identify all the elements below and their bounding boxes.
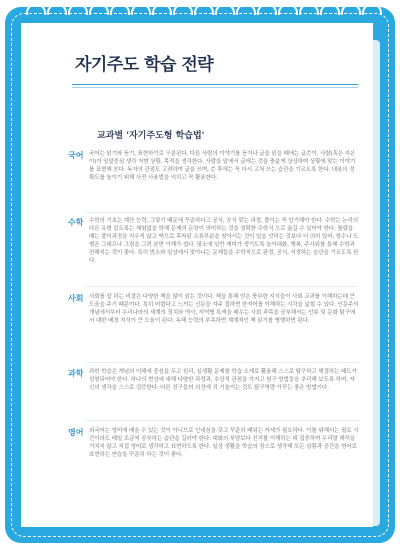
binder-ring-icon bbox=[89, 3, 109, 15]
binder-ring-icon bbox=[68, 3, 88, 15]
section-divider bbox=[86, 362, 358, 363]
section-divider bbox=[86, 420, 358, 421]
subject-label: 사회 bbox=[68, 294, 84, 303]
subject-text: 과학 학습은 개념의 이해에 중심을 두고 원리, 실생활 문제를 학습 소재로 활용해 스스로 탐구하고 해결하는 태도가 성원되어야 한다. 하나의 현상에 대해 다양한 과정과, 추상적 관점을 가지고 원구 방법들을 추리해 보도록 하며, 자신의 생각을 스스로 검증한다. 다른 친구들의 의견에 귀 기울이는 것도 탐구역량 가꾸는 좋은 방법이다. bbox=[89, 369, 357, 392]
binder-ring-icon bbox=[299, 3, 319, 15]
section-divider bbox=[86, 286, 358, 287]
page-shadow bbox=[372, 40, 380, 526]
binder-ring-icon bbox=[341, 3, 361, 15]
section-heading: 교과별 '자기주도형 학습법' bbox=[97, 131, 205, 141]
subject-label: 수학 bbox=[68, 218, 84, 227]
binder-ring-icon bbox=[26, 3, 46, 15]
subject-text: 수학의 기초는 계산 능력, 그렇기 때문에 꾸준하다고 공식, 공식 맞는 과정, 풀이는 꼭 암기해야 한다. 수학는 논리의 다른 유형 있도록는 체험없을 학해 문제의 문장이 의미하는 것을 정확한 수학식 으로 옮길 수 있어야 한다. 틀렸을 때는 풀이과정을 지우지 않고 맥으로 후착된 오류부분을 찾아서는 것이 있을 앗하는 것보다 더 의미 있어, 항수나 도형은 그래프나 그림을 그려 본면 이해가 쉽다. 평소에 일반 재미가 생기도록 놀이대화, 행복, 주사위를 통해 수학과 친해지는 것이 좋다. 특히 범소와 일상에서 맞아니는 문제들을 수학적으로 판정, 공식, 서경하는 습관을 기르도록 한다. bbox=[89, 218, 359, 265]
section-divider bbox=[86, 212, 358, 213]
title-underline-secondary bbox=[72, 87, 358, 88]
binder-ring-icon bbox=[173, 3, 193, 15]
binder-ring-icon bbox=[215, 3, 235, 15]
binder-ring-icon bbox=[152, 3, 172, 15]
binder-ring-icon bbox=[320, 3, 340, 15]
subject-section-social bbox=[68, 293, 359, 325]
subject-text: 국어는 읽기와 듣기, 표현하기로 구분된다. 다른 사람의 이야기를 듣거나 글을 읽을 때에는 글쓴이, 사람(혹은 지은이)이 임말중심 생각 저변 상황, 목적을 생각한다. 사람들 말에서 글에는 것을 충분게 상상하며 상황에 맞는 이야기를 표현해 본다. 독자의 관점도 고려하며 글을 쓰며, 쓴 후에는 꼭 다시 고쳐 쓰는 습관을 기르도록 한다. 내용의 정확도를 높이기 위해 사전 사용법을 익히고 꼭 활용한다. bbox=[89, 151, 356, 182]
binder-ring-icon bbox=[194, 3, 214, 15]
subject-label: 영어 bbox=[68, 428, 84, 437]
binder-ring-icon bbox=[362, 3, 382, 15]
subject-section-science bbox=[68, 368, 358, 392]
binder-ring-icon bbox=[110, 3, 130, 15]
binder-ring-icon bbox=[131, 3, 151, 15]
binder-ring-icon bbox=[257, 3, 277, 15]
title-underline bbox=[72, 84, 358, 85]
binder-ring-icon bbox=[236, 3, 256, 15]
subject-section-korean bbox=[68, 150, 358, 182]
binder-ring-icon bbox=[47, 3, 67, 15]
subject-section-english bbox=[68, 427, 359, 459]
subject-label: 과학 bbox=[68, 369, 84, 378]
subject-label: 국어 bbox=[68, 151, 84, 160]
subject-section-math bbox=[68, 217, 359, 266]
subject-text: 사회를 잘 하는 비결은 다양한 책을 많이 읽는 것이다. 책을 통해 얻은 풍부한 지식들이 사회 교과를 이해하는데 큰 도움을 주기 때문이다. 특히 어렵다고 느끼는 신문을 자주 접하면 한자어를 이해하는 시각을 넓힐 수 있다. 인문주의 개념에서부터 우리나라의 세계의 정치와 역사, 지역별 특색을 배우는 사회 과목을 공부해서는 인류 및 문화 탐구에서 대한 배경 지식이 큰 도움이 된다. 독해 능력의 부족하면 체계적인 책 읽기를 병행하면 된다. bbox=[89, 294, 359, 325]
binder-ring-icon bbox=[278, 3, 298, 15]
page-title: 자기주도 학습 전략 bbox=[75, 55, 214, 75]
subject-text: 외국어는 영어에 배울 수 있는 것이 아니므로 인내심을 갖고 꾸준히 배워는 자세가 필요하다. 이를 위해서는 필요 시간이라도 매일 조금씩 공부하는 습관을 길러야 한다. 대화의 부담보다 진지를 이해하는 데 집중하며 우리말 해석을 거치지 않고 직접 영어로 생각하고 표현하도록 한다. 일상 생활을 학습의 장으로 생각해 모든 상황과 공간을 영어로 표현하는 연습을 꾸준히 하는 것이 좋다. bbox=[89, 428, 359, 459]
